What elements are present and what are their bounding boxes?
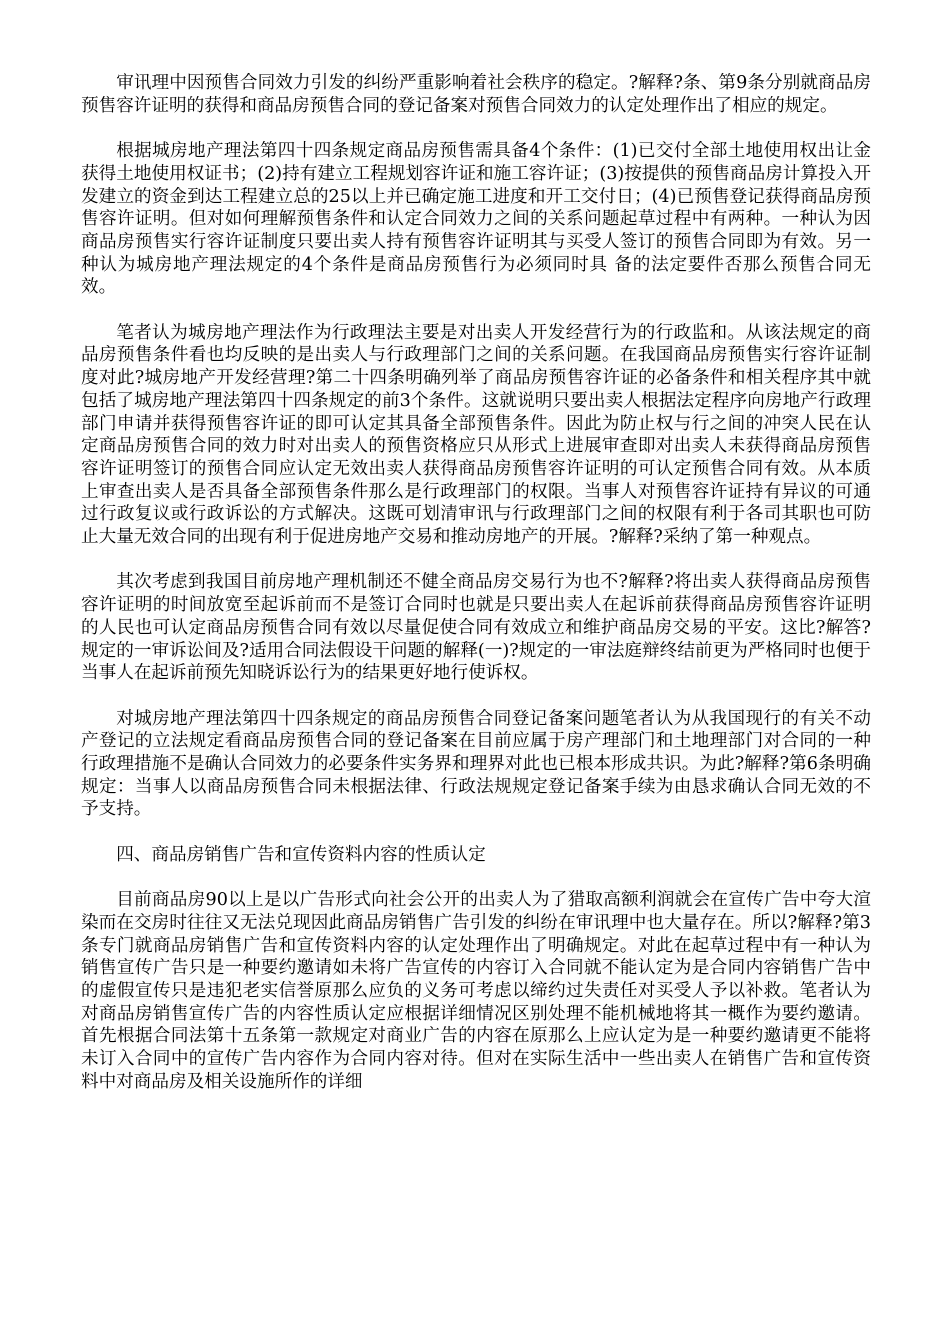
paragraph-2: 根据城房地产理法第四十四条规定商品房预售需具备4个条件：(1)已交付全部土地使用权出让金获得土地使用权证书；(2)持有建立工程规划容许证和施工容许证；(3)按提供的预售商品房计算投入开发建立的资金到达工程建立总的25以上并已确定施工进度和开工交付日；(4)已预售登记获得商品房预售容许证明。但对如何理解预售条件和认定合同效力之间的关系问题起草过程中有两种。一种认为因商品房预售实行容许证制度只要出卖人持有预售容许证明其与买受人签订的预售合同即为有效。另一种认为城房地产理法规定的4个条件是商品房预售行为必须同时具 备的法定要件否那么预售合同无效。 [81, 141, 871, 298]
paragraph-5: 对城房地产理法第四十四条规定的商品房预售合同登记备案问题笔者认为从我国现行的有关不动产登记的立法规定看商品房预售合同的登记备案在目前应属于房产理部门和土地理部门对合同的一种行政理措施不是确认合同效力的必要条件实务界和理界对此也已根本形成共识。为此?解释?第6条明确规定：当事人以商品房预售合同未根据法律、行政法规规定登记备案手续为由恳求确认合同无效的不予支持。 [81, 708, 871, 820]
paragraph-3: 笔者认为城房地产理法作为行政理法主要是对出卖人开发经营行为的行政监和。从该法规定的商品房预售条件看也均反映的是出卖人与行政理部门之间的关系问题。在我国商品房预售实行容许证制度对此?城房地产开发经营理?第二十四条明确列举了商品房预售容许证的必备条件和相关程序其中就包括了城房地产理法第四十四条规定的前3个条件。这就说明只要出卖人根据法定程序向房地产行政理部门申请并获得预售容许证的即可认定其具备全部预售条件。因此为防止权与行之间的冲突人民在认定商品房预售合同的效力时对出卖人的预售资格应只从形式上进展审查即对出卖人未获得商品房预售容许证明签订的预售合同应认定无效出卖人获得商品房预售容许证明的可认定预售合同有效。从本质上审查出卖人是否具备全部预售条件那么是行政理部门的权限。当事人对预售容许证持有异议的可通过行政复议或行政诉讼的方式解决。这既可划清审讯与行政理部门之间的权限有利于各司其职也可防止大量无效合同的出现有利于促进房地产交易和推动房地产的开展。?解释?采纳了第一种观点。 [81, 322, 871, 548]
paragraph-1: 审讯理中因预售合同效力引发的纠纷严重影响着社会秩序的稳定。?解释?条、第9条分别就商品房预售容许证明的获得和商品房预售合同的登记备案对预售合同效力的认定处理作出了相应的规定。 [81, 73, 871, 116]
section-heading: 四、商品房销售广告和宣传资料内容的性质认定 [116, 844, 486, 865]
paragraph-4: 其次考虑到我国目前房地产理机制还不健全商品房交易行为也不?解释?将出卖人获得商品房预售容许证明的时间放宽至起诉前而不是签订合同时也就是只要出卖人在起诉前获得商品房预售容许证明的人民也可认定商品房预售合同有效以尽量促使合同有效成立和维护商品房交易的平安。这比?解答?规定的一审诉讼间及?适用合同法假设干问题的解释(一)?规定的一审法庭辩终结前更为严格同时也便于当事人在起诉前预先知晓诉讼行为的结果更好地行使诉权。 [81, 572, 871, 684]
document-page [81, 72, 871, 1116]
paragraph-7: 目前商品房90以上是以广告形式向社会公开的出卖人为了猎取高额利润就会在宣传广告中夸大渲染而在交房时往往又无法兑现因此商品房销售广告引发的纠纷在审讯理中也大量存在。所以?解释?第3条专门就商品房销售广告和宣传资料内容的认定处理作出了明确规定。对此在起草过程中有一种认为销售宣传广告只是一种要约邀请如未将广告宣传的内容订入合同就不能认定为是合同内容销售广告中的虚假宣传只是违犯老实信誉原那么应负的义务可考虑以缔约过失责任对买受人予以补救。笔者认为对商品房销售宣传广告的内容性质认定应根据详细情况区别处理不能机械地将其一概作为要约邀请。首先根据合同法第十五条第一款规定对商业广告的内容在原那么上应认定为是一种要约邀请更不能将未订入合同中的宣传广告内容作为合同内容对待。但对在实际生活中一些出卖人在销售广告和宣传资料中对商品房及相关设施所作的详细 [81, 890, 871, 1092]
